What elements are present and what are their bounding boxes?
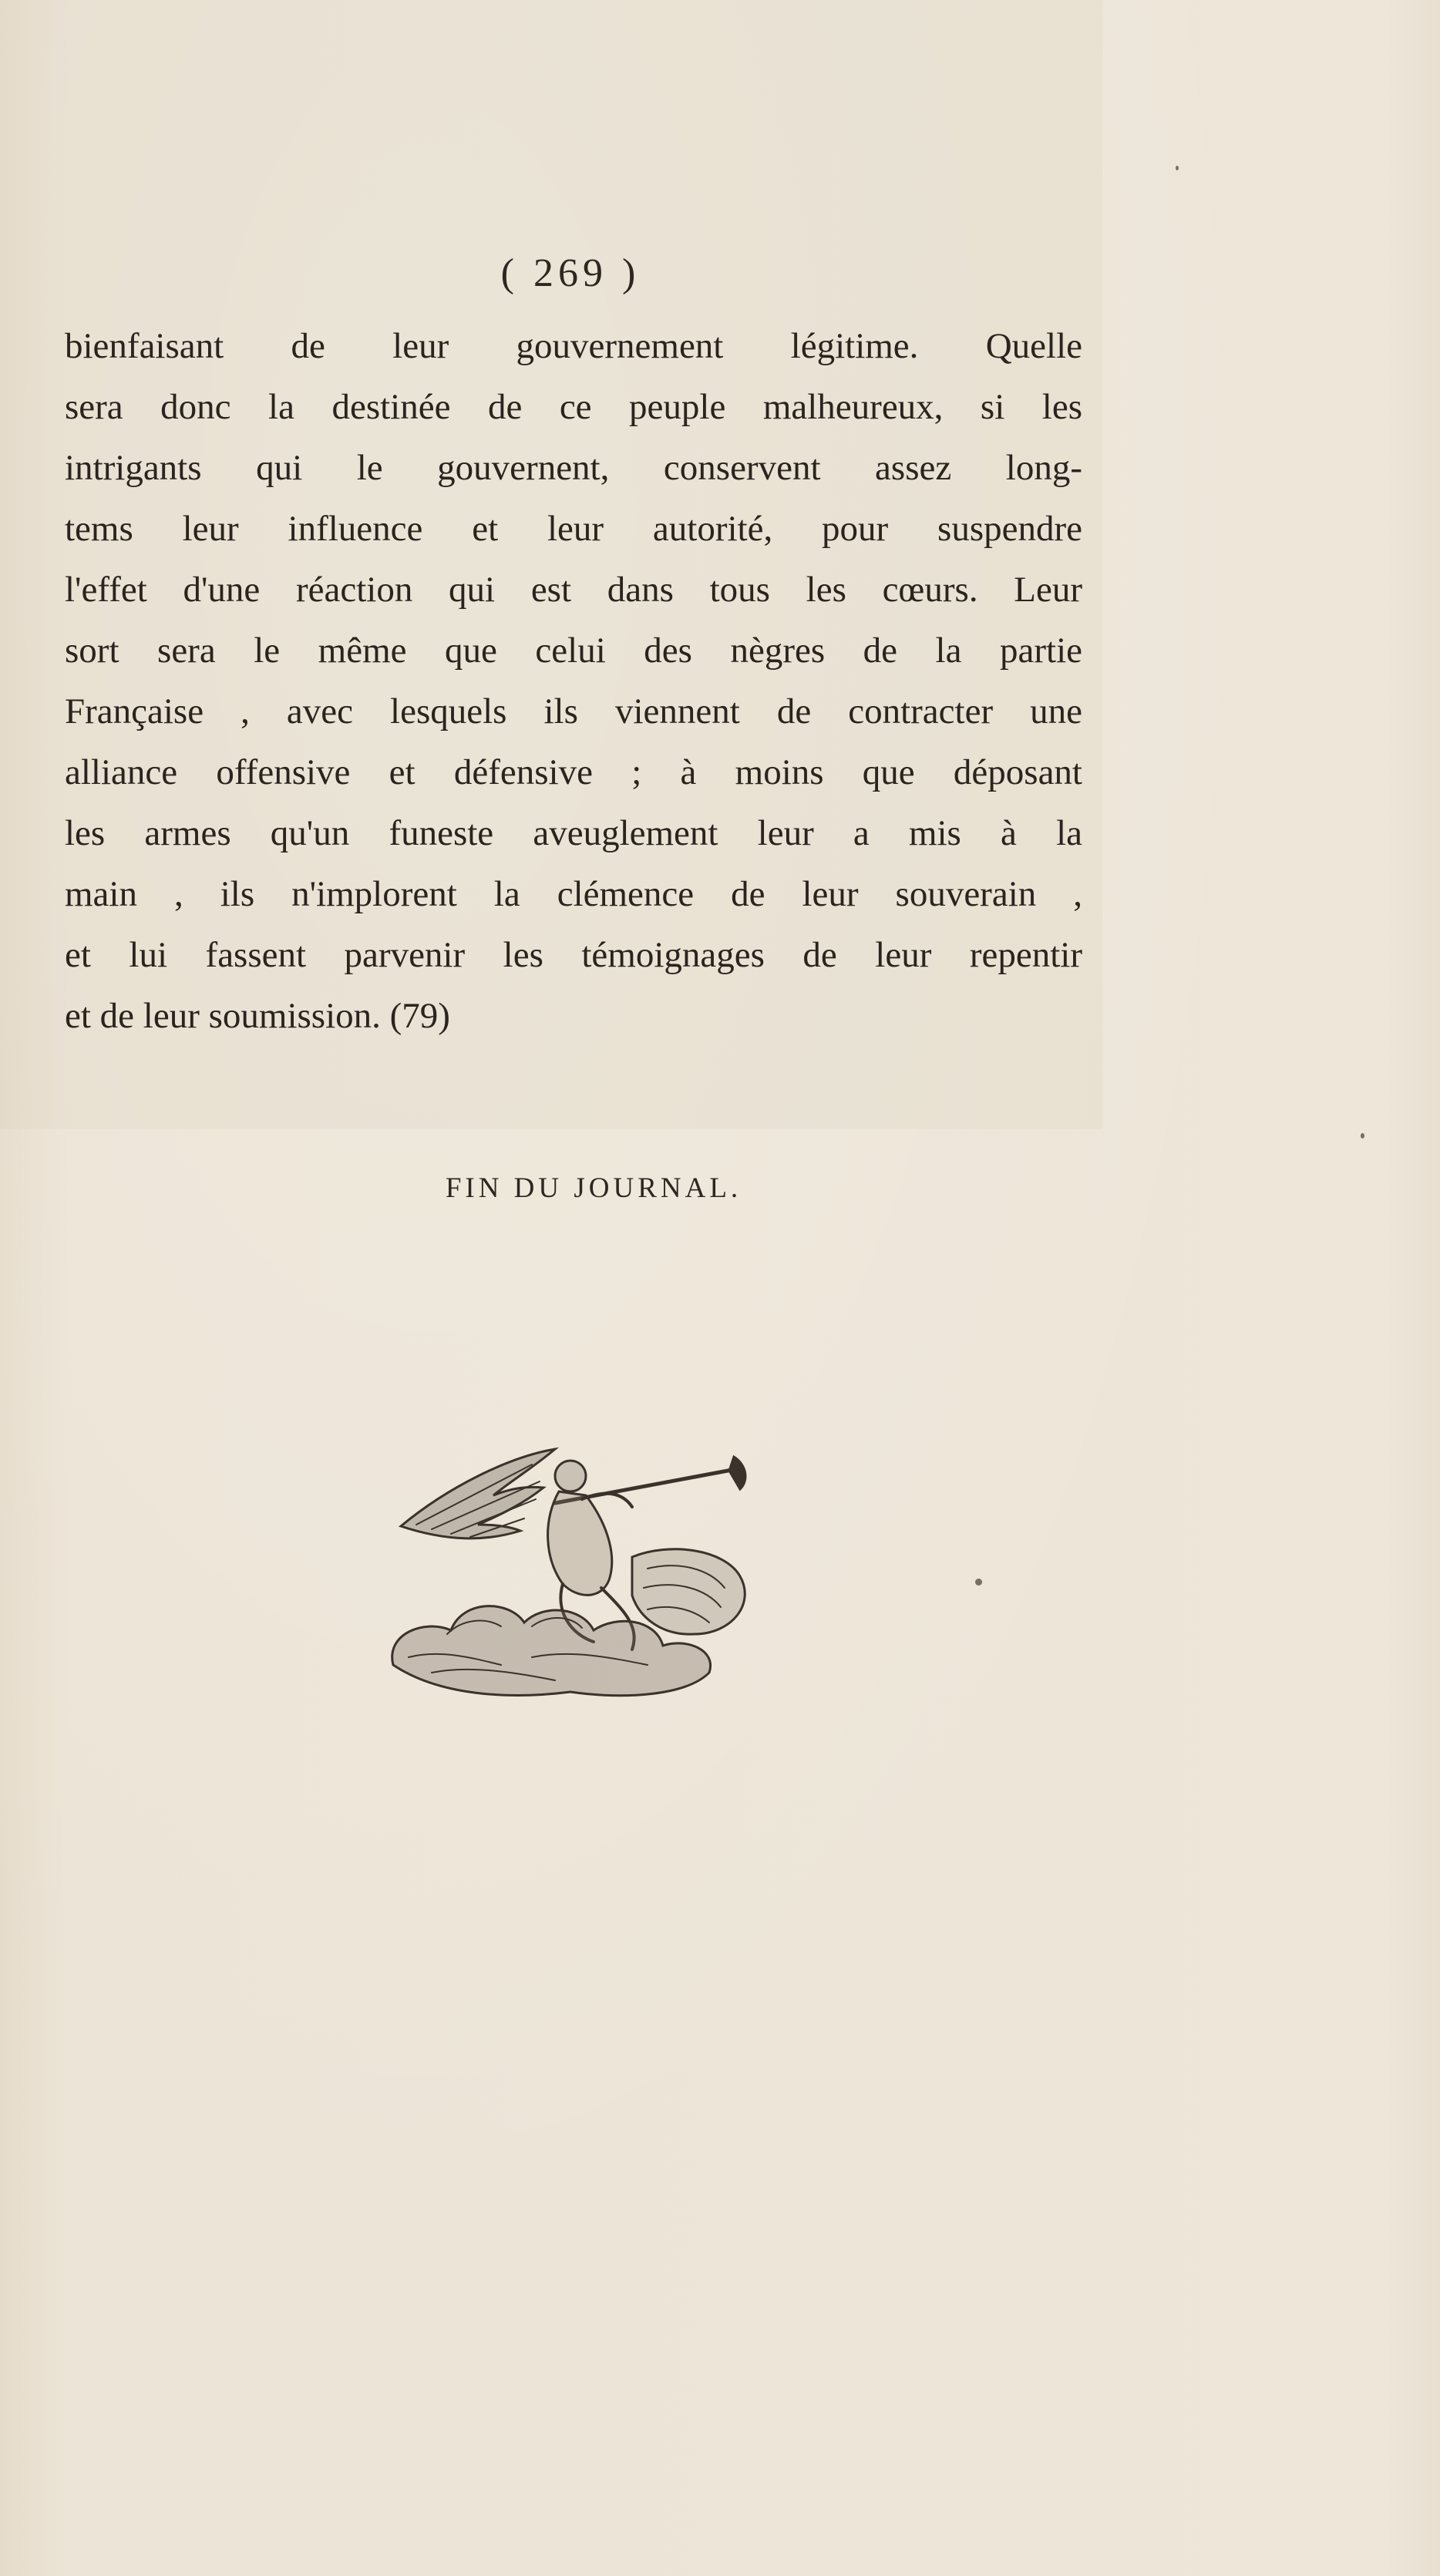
text-line: intrigants qui le gouvernent, conservent assez long-	[65, 448, 1082, 488]
text-line: l'effet d'une réaction qui est dans tous les cœurs. Leur	[65, 570, 1082, 610]
angel-trumpet-vignette-icon	[378, 1434, 794, 1711]
text-line: tems leur influence et leur autorité, pour suspendre	[65, 509, 1082, 549]
text-line: alliance offensive et défensive ; à moins que déposant	[65, 752, 1082, 792]
body-text	[65, 316, 1082, 1047]
text-line: et lui fassent parvenir les témoignages de leur repentir	[65, 935, 1082, 975]
text-line: sera donc la destinée de ce peuple malheureux, si les	[65, 387, 1082, 427]
paper-speck	[1361, 1133, 1364, 1138]
paper-speck	[1176, 166, 1179, 170]
closing-title: FIN DU JOURNAL.	[445, 1172, 742, 1204]
text-line: bienfaisant de leur gouvernement légitime. Quelle	[65, 326, 1082, 366]
page-number: ( 269 )	[500, 251, 641, 295]
text-line: main , ils n'implorent la clémence de leur souverain ,	[65, 874, 1082, 914]
text-line: sort sera le même que celui des nègres de la partie	[65, 631, 1082, 671]
paper-speck	[975, 1579, 982, 1586]
text-line: Française , avec lesquels ils viennent de contracter une	[65, 691, 1082, 731]
text-line: les armes qu'un funeste aveuglement leur a mis à la	[65, 813, 1082, 853]
text-line-last: et de leur soumission. (79)	[65, 996, 450, 1036]
